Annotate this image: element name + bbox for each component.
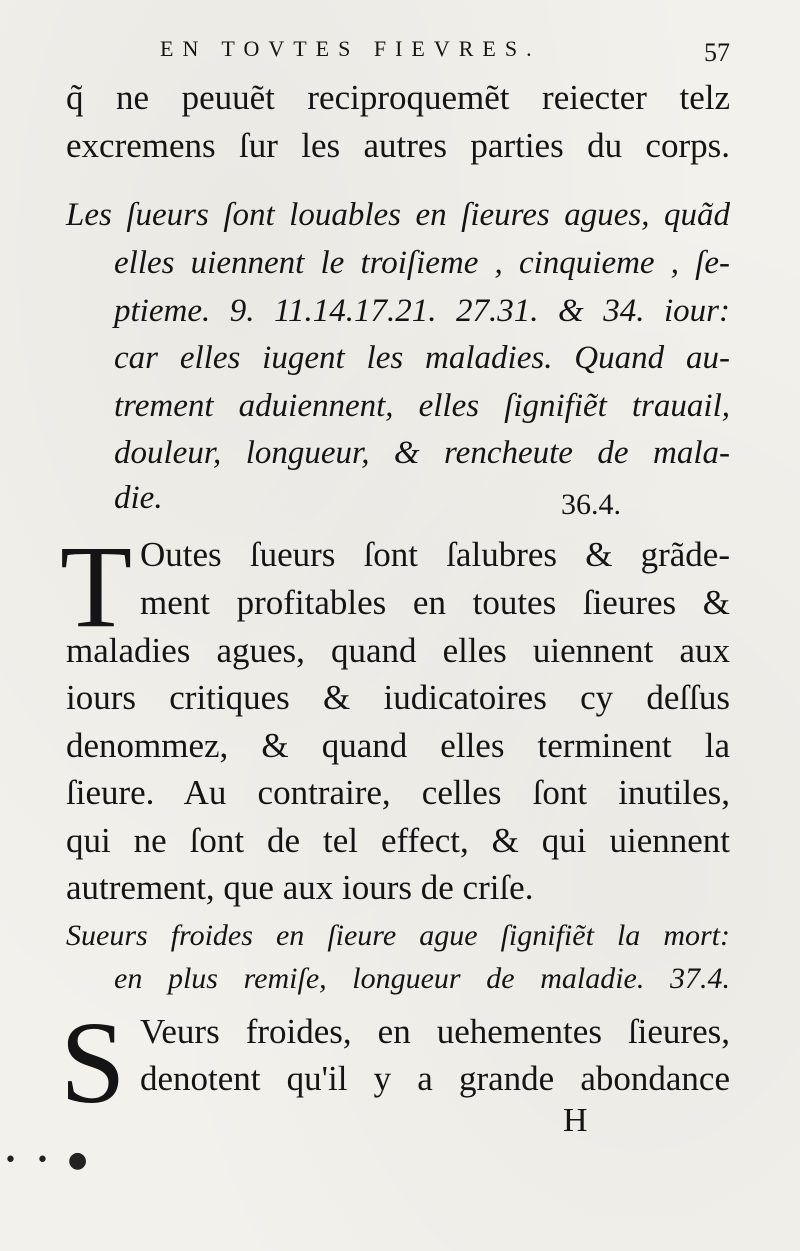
text-line: q̃ ne peuuẽt reciproquemẽt reiecter telz (66, 78, 730, 117)
aphorism-line: Sueurs froides en ſieure ague ſignifiẽt la mort: (66, 919, 730, 952)
text-line: maladies agues, quand elles uiennent aux (66, 631, 730, 670)
text-line: qui ne ſont de tel effect, & qui uiennent (66, 821, 730, 860)
text-line: Veurs froides, en uehementes ſieures, (140, 1012, 730, 1051)
text-line: ſieure. Au contraire, celles ſont inutiles, (66, 773, 730, 812)
margin-dots: • • ● (4, 1148, 94, 1173)
running-title: EN TOVTES FIEVRES. (160, 36, 541, 61)
aphorism-line: ptieme. 9. 11.14.17.21. 27.31. & 34. iour: (114, 293, 730, 329)
aphorism-line: trement aduiennent, elles ſignifiẽt trauail, (114, 388, 730, 424)
aphorism-reference: 36.4. (561, 488, 621, 521)
text-line: denotent qu'il y a grande abondance (140, 1059, 730, 1098)
aphorism-line: douleur, longueur, & rencheute de mala- (114, 435, 730, 471)
page-number: 57 (704, 38, 730, 67)
drop-cap: T (60, 521, 133, 652)
aphorism-line: en plus remiſe, longueur de maladie. 37.4. (114, 962, 730, 995)
text-line: ment profitables en toutes ſieures & (140, 583, 730, 622)
text-line: denommez, & quand elles terminent la (66, 726, 730, 765)
text-line: autrement, que aux iours de criſe. (66, 868, 534, 907)
aphorism-line: die. (114, 480, 163, 516)
text-line: excremens ſur les autres parties du corps. (66, 126, 730, 165)
aphorism-line: Les ſueurs ſont louables en ſieures agues, quãd (66, 197, 730, 233)
text-line: iours critiques & iudicatoires cy deſſus (66, 678, 730, 717)
aphorism-line: elles uiennent le troiſieme , cinquieme , ſe- (114, 245, 730, 281)
text-line: Outes ſueurs ſont ſalubres & grãde- (140, 535, 730, 574)
drop-cap: S (60, 997, 126, 1128)
aphorism-line: car elles iugent les maladies. Quand au- (114, 340, 730, 376)
signature-mark: H (563, 1102, 588, 1139)
